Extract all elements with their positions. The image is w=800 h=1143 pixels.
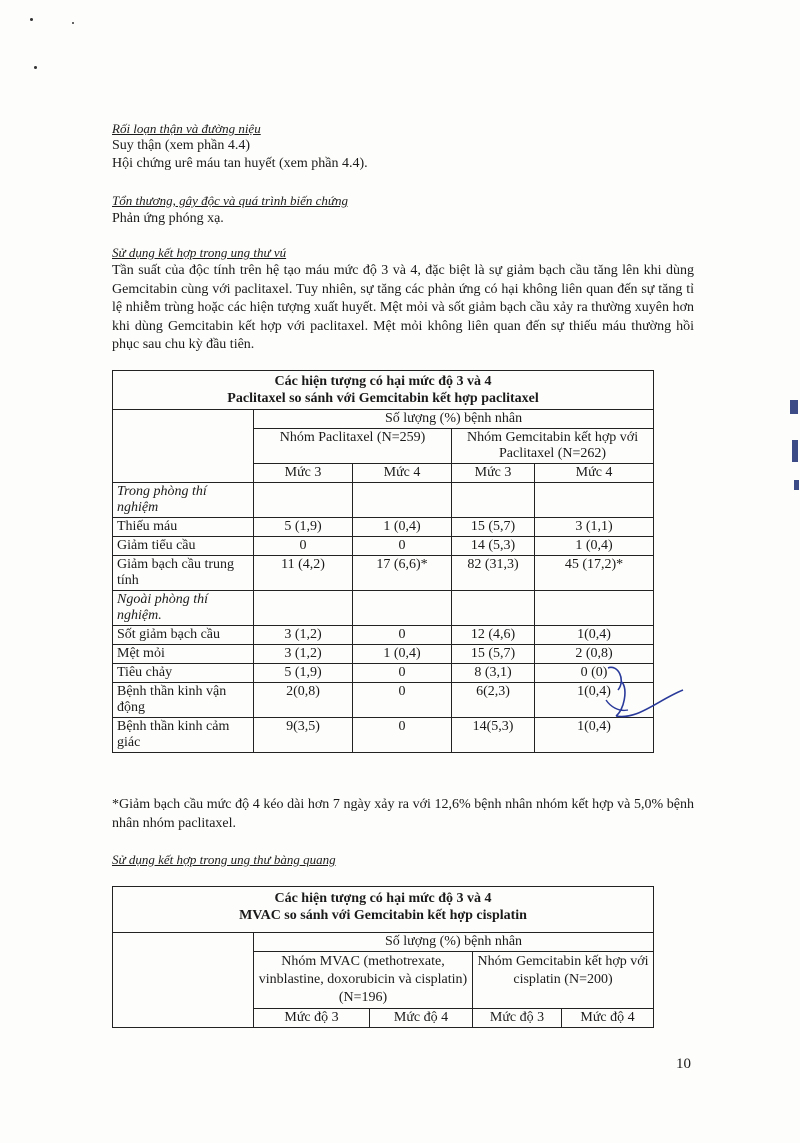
cell-value: 82 (31,3): [452, 556, 535, 591]
cell-value: 3 (1,2): [254, 626, 353, 645]
table1-group-combination: Nhóm Gemcitabin kết hợp với Paclitaxel (N=262): [452, 429, 654, 464]
cell-value: 1 (0,4): [353, 518, 452, 537]
cell-value: 0 (0): [535, 664, 654, 683]
table-row: [113, 683, 654, 718]
table-row: [113, 518, 654, 537]
table1-group-paclitaxel: Nhóm Paclitaxel (N=259): [254, 429, 452, 464]
table1-title-line-1: Các hiện tượng có hại mức độ 3 và 4: [274, 374, 492, 389]
cell-value: 3 (1,1): [535, 518, 654, 537]
cell-value: 12 (4,6): [452, 626, 535, 645]
row-label: Ngoài phòng thí nghiệm.: [113, 591, 254, 626]
breast-paragraph: Tần suất của độc tính trên hệ tạo máu mức độ 3 và 4, đặc biệt là sự giảm bạch cầu tăng lên khi dùng Gemcitabin cùng với paclitaxel. Tuy nhiên, sự tăng các phản ứng có hại không liên quan đến sự tăng tỉ lệ nhiễm trùng hoặc các hiện tượng xuất huyết. Mệt mỏi và sốt giảm bạch cầu xảy ra thường xuyên hơn khi dùng Gemcitabin kết hợp với paclitaxel. Mệt mỏi không liên quan đến sự thiếu máu thường hồi phục sau chu kỳ đầu tiên.: [112, 263, 694, 352]
cell-value: [535, 483, 654, 518]
table1-title-line-2: Paclitaxel so sánh với Gemcitabin kết hợp paclitaxel: [227, 391, 539, 406]
table2-group-combination: Nhóm Gemcitabin kết hợp với cisplatin (N=200): [473, 952, 654, 1009]
table2-level-header: Mức độ 4: [370, 1009, 473, 1028]
cell-value: [254, 591, 353, 626]
cell-value: 1(0,4): [535, 626, 654, 645]
table-row: [113, 556, 654, 591]
scan-edge-mark: [792, 440, 798, 462]
table2-title-line-2: MVAC so sánh với Gemcitabin kết hợp cisplatin: [239, 908, 527, 923]
row-label: Sốt giảm bạch cầu: [113, 626, 254, 645]
cell-value: 1(0,4): [535, 718, 654, 753]
renal-line-1: Suy thận (xem phần 4.4): [112, 138, 251, 153]
cell-value: [353, 591, 452, 626]
cell-value: 17 (6,6)*: [353, 556, 452, 591]
cell-value: 1 (0,4): [535, 537, 654, 556]
cell-value: 15 (5,7): [452, 645, 535, 664]
cell-value: 14 (5,3): [452, 537, 535, 556]
table-row: [113, 664, 654, 683]
cell-value: 0: [353, 664, 452, 683]
row-label: Thiếu máu: [113, 518, 254, 537]
cell-value: 2(0,8): [254, 683, 353, 718]
table-row: [113, 718, 654, 753]
injury-line-1: Phản ứng phóng xạ.: [112, 211, 224, 226]
cell-value: [353, 483, 452, 518]
table1-patients-header: Số lượng (%) bệnh nhân: [254, 410, 654, 429]
table-row: [113, 645, 654, 664]
table1-level-header: Mức 4: [535, 464, 654, 483]
table-row: [113, 537, 654, 556]
cell-value: 11 (4,2): [254, 556, 353, 591]
table2-title-line-1: Các hiện tượng có hại mức độ 3 và 4: [274, 891, 492, 906]
page-number: 10: [676, 1056, 691, 1072]
cell-value: [452, 591, 535, 626]
table2-level-header: Mức độ 3: [473, 1009, 562, 1028]
row-label: Giảm bạch cầu trung tính: [113, 556, 254, 591]
row-label: Trong phòng thí nghiệm: [113, 483, 254, 518]
cell-value: 5 (1,9): [254, 518, 353, 537]
table1-footnote: *Giảm bạch cầu mức độ 4 kéo dài hơn 7 ngày xảy ra với 12,6% bệnh nhân nhóm kết hợp và 5,0% bệnh nhân nhóm paclitaxel.: [112, 797, 694, 831]
table-row: [113, 483, 654, 518]
cell-value: 5 (1,9): [254, 664, 353, 683]
row-label: Bệnh thần kinh cảm giác: [113, 718, 254, 753]
table2-title: [113, 887, 654, 933]
section-heading-bladder: Sử dụng kết hợp trong ung thư bàng quang: [112, 852, 336, 867]
section-heading-breast: Sử dụng kết hợp trong ung thư vú: [112, 245, 287, 260]
cell-value: [535, 591, 654, 626]
scan-dot: [30, 18, 33, 21]
scan-dot: [34, 66, 37, 69]
row-label: Mệt mỏi: [113, 645, 254, 664]
row-label: Bệnh thần kinh vận động: [113, 683, 254, 718]
table2-patients-header: Số lượng (%) bệnh nhân: [254, 933, 654, 952]
cell-value: 6(2,3): [452, 683, 535, 718]
cell-value: 0: [254, 537, 353, 556]
cell-value: 3 (1,2): [254, 645, 353, 664]
table1-level-header: Mức 3: [452, 464, 535, 483]
cell-value: 0: [353, 626, 452, 645]
cell-value: 15 (5,7): [452, 518, 535, 537]
adverse-events-table-cisplatin: [112, 886, 654, 1028]
cell-value: 0: [353, 683, 452, 718]
cell-value: 2 (0,8): [535, 645, 654, 664]
table2-level-header: Mức độ 3: [254, 1009, 370, 1028]
table1-level-header: Mức 3: [254, 464, 353, 483]
cell-value: 1 (0,4): [353, 645, 452, 664]
cell-value: [452, 483, 535, 518]
section-heading-injury: Tổn thương, gây độc và quá trình biến chứng: [112, 193, 348, 208]
table1-title: [113, 371, 654, 410]
table1-empty-corner: [113, 410, 254, 483]
scan-edge-mark: [790, 400, 798, 414]
renal-line-2: Hội chứng urê máu tan huyết (xem phần 4.4).: [112, 156, 368, 171]
scan-dot: [72, 22, 74, 24]
table2-level-header: Mức độ 4: [562, 1009, 654, 1028]
adverse-events-table-paclitaxel: [112, 370, 654, 753]
scan-edge-mark: [794, 480, 799, 490]
cell-value: 9(3,5): [254, 718, 353, 753]
table-row: [113, 626, 654, 645]
cell-value: 8 (3,1): [452, 664, 535, 683]
cell-value: 45 (17,2)*: [535, 556, 654, 591]
cell-value: 14(5,3): [452, 718, 535, 753]
row-label: Giảm tiểu cầu: [113, 537, 254, 556]
cell-value: [254, 483, 353, 518]
cell-value: 1(0,4): [535, 683, 654, 718]
handwritten-mark: [588, 660, 688, 730]
table-row: [113, 591, 654, 626]
section-heading-renal: Rối loạn thận và đường niệu: [112, 121, 261, 136]
row-label: Tiêu chảy: [113, 664, 254, 683]
table2-group-mvac: Nhóm MVAC (methotrexate, vinblastine, doxorubicin và cisplatin) (N=196): [254, 952, 473, 1009]
cell-value: 0: [353, 718, 452, 753]
table2-empty-corner: [113, 933, 254, 1028]
table1-level-header: Mức 4: [353, 464, 452, 483]
cell-value: 0: [353, 537, 452, 556]
